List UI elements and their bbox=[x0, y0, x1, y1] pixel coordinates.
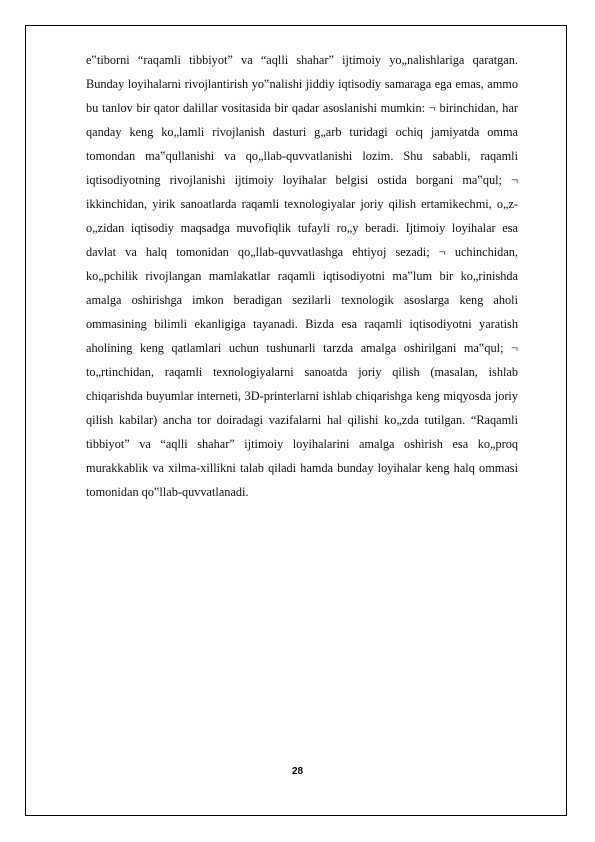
page-number: 28 bbox=[291, 766, 304, 777]
body-paragraph: e‟tiborni “raqamli tibbiyot” va “aqlli shahar” ijtimoiy yo„nalishlariga qaratgan. Bunday loyihalarni rivojlantirish yo‟nalishi jiddiy iqtisodiy samaraga ega emas, ammo bu tanlov bir qator dalillar vositasida bir qadar asoslanishi mumkin: ¬ birinchidan, har qanday keng ko„lamli rivojlanish dasturi g„arb turidagi ochiq jamiyatda omma tomondan ma‟qullanishi va qo„llab-quvvatlanishi lozim. Shu sababli, raqamli iqtisodiyotning rivojlanishi ijtimoiy loyihalar belgisi ostida borgani ma‟qul; ¬ ikkinchidan, yirik sanoatlarda raqamli texnologiyalar joriy qilish ertamikechmi, o„z-o„zidan iqtisodiy maqsadga muvofiqlik tufayli ro„y beradi. Ijtimoiy loyihalar esa davlat va halq tomonidan qo„llab-quvvatlashga ehtiyoj sezadi; ¬ uchinchidan, ko„pchilik rivojlangan mamlakatlar raqamli iqtisodiyotni ma‟lum bir ko„rinishda amalga oshirishga imkon beradigan sezilarli texnologik asoslarga keng aholi ommasining bilimli ekanligiga tayanadi. Bizda esa raqamli iqtisodiyotni yaratish aholining keng qatlamlari uchun tushunarli tarzda amalga oshirilgani ma‟qul; ¬ to„rtinchidan, raqamli texnologiyalarni sanoatda joriy qilish (masalan, ishlab chiqarishda buyumlar interneti, 3D-printerlarni ishlab chiqarishga keng miqyosda joriy qilish kabilar) ancha tor doiradagi vazifalarni hal qilishi ko„zda tutilgan. “Raqamli tibbiyot” va “aqlli shahar” ijtimoiy loyihalarini amalga oshirish esa ko„proq murakkablik va xilma-xillikni talab qiladi hamda bunday loyihalar keng halq ommasi tomonidan qo‟llab-quvvatlanadi. bbox=[86, 53, 518, 499]
